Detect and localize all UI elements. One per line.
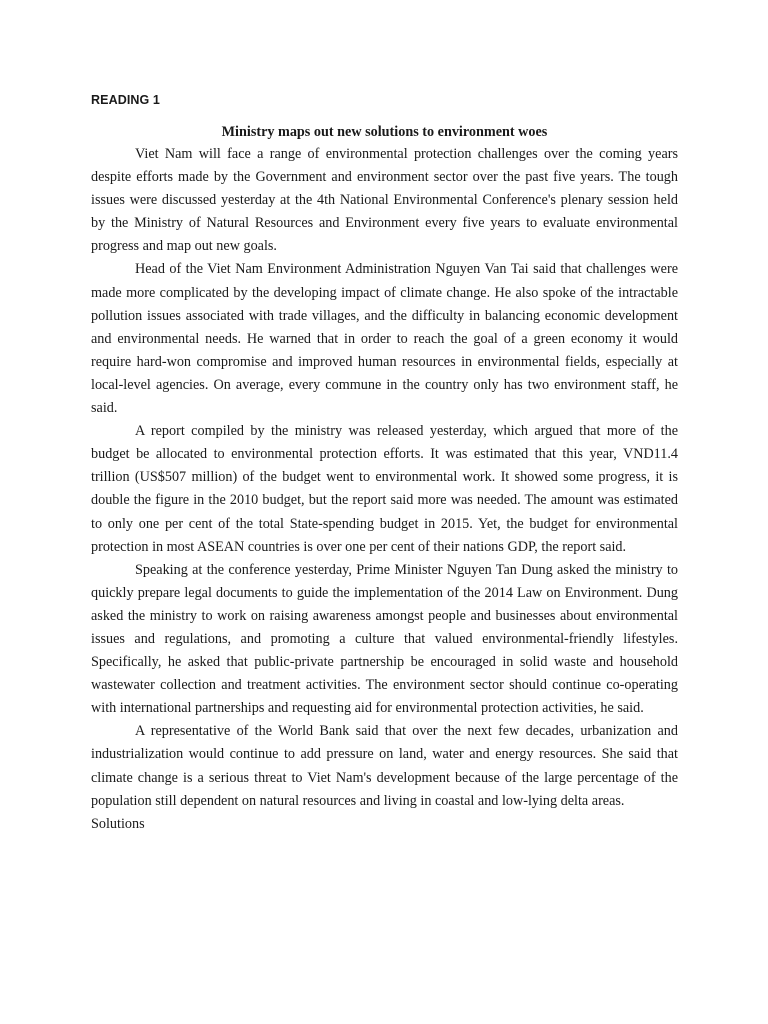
paragraph-5: A representative of the World Bank said that over the next few decades, urbanization and industrialization would continue to add pressure on land, water and energy resources. She said that climate change is a serious threat to Viet Nam's development because of the large percentage of the population still dependent on natural resources and living in coastal and low-lying delta areas. [91,723,678,809]
reading-heading: READING 1 [91,93,160,107]
article-title: Ministry maps out new solutions to environment woes [221,124,548,140]
paragraph-2: Head of the Viet Nam Environment Administration Nguyen Van Tai said that challenges were made more complicated by the developing impact of climate change. He also spoke of the intractable pollution issues associated with trade villages, and the difficulty in balancing economic development and environmental needs. He warned that in order to reach the goal of a green economy it would require hard-won compromise and improved human resources in environmental fields, especially at local-level agencies. On average, every commune in the country only has two environment staff, he said. [91,261,678,417]
solutions-subheading: Solutions [91,815,145,832]
paragraph-4: Speaking at the conference yesterday, Prime Minister Nguyen Tan Dung asked the ministry to quickly prepare legal documents to guide the implementation of the 2014 Law on Environment. Dung asked the ministry to work on raising awareness amongst people and businesses about environmental issues and regulations, and promoting a culture that valued environmental-friendly lifestyles. Specifically, he asked that public-private partnership be encouraged in solid waste and household wastewater collection and treatment activities. The environment sector should continue co-operating with international partnerships and requesting aid for environmental protection activities, he said. [91,561,678,717]
article-body [91,143,678,836]
paragraph-1: Viet Nam will face a range of environmental protection challenges over the coming years despite efforts made by the Government and environment sector over the past five years. The tough issues were discussed yesterday at the 4th National Environmental Conference's plenary session held by the Ministry of Natural Resources and Environment every five years to evaluate environmental progress and map out new goals. [91,146,678,255]
paragraph-3: A report compiled by the ministry was released yesterday, which argued that more of the budget be allocated to environmental protection efforts. It was estimated that this year, VND11.4 trillion (US$507 million) of the budget went to environmental work. It showed some progress, it is double the figure in the 2010 budget, but the report said more was needed. The amount was estimated to only one per cent of the total State-spending budget in 2015. Yet, the budget for environmental protection in most ASEAN countries is over one per cent of their nations GDP, the report said. [91,423,678,555]
